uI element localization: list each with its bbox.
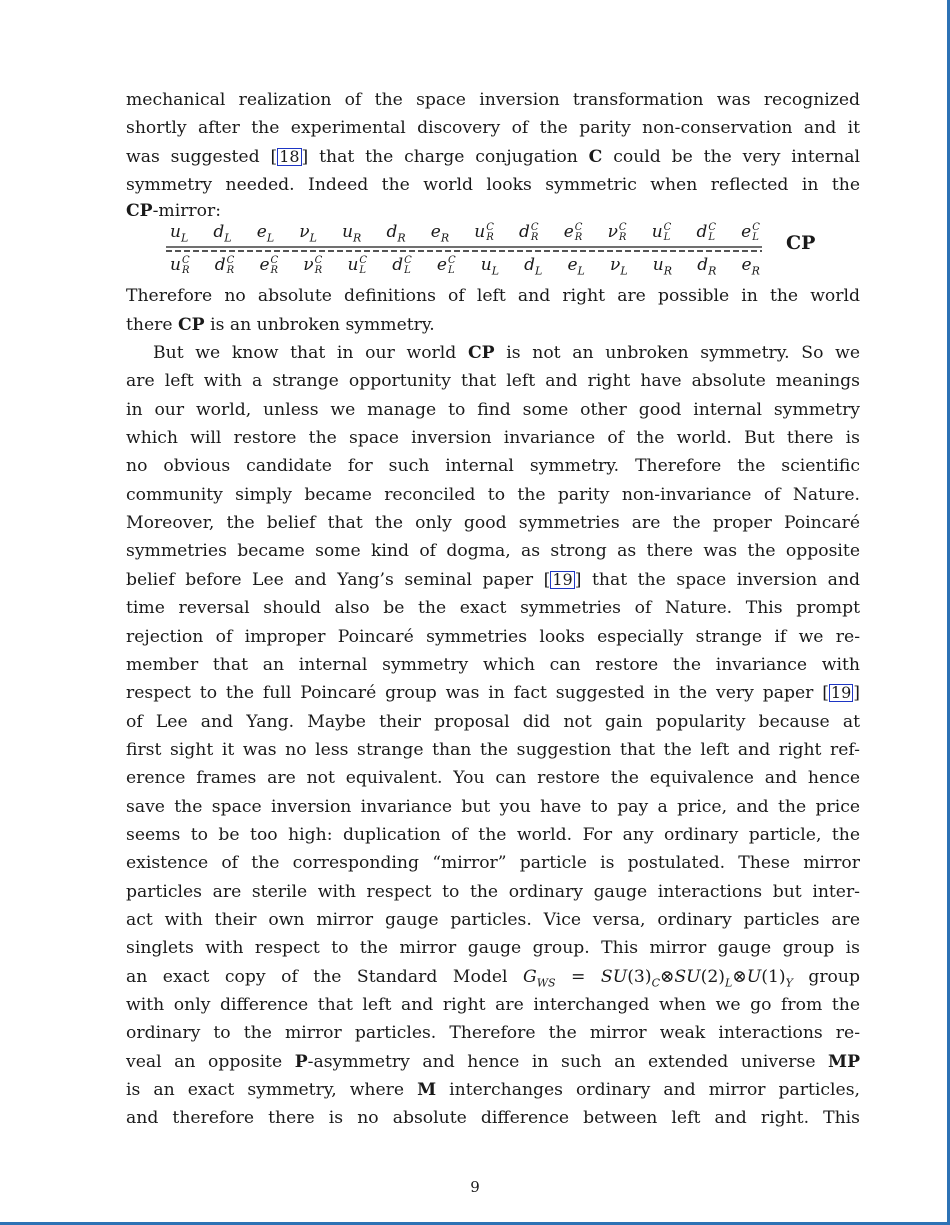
particle-symbol: $e_R$ bbox=[741, 255, 760, 278]
text-line: veal an opposite P-asymmetry and hence in such an extended universe MP bbox=[126, 1051, 860, 1072]
particle-symbol: $\nu_L$ bbox=[299, 222, 317, 245]
text-line: existence of the corresponding “mirror” particle is postulated. These mirror bbox=[126, 853, 860, 874]
text-line: CP-mirror: bbox=[126, 201, 221, 222]
particle-symbol: d C L bbox=[392, 254, 412, 276]
text-line: was suggested [ 18 ] that the charge conjugation C could be the very internal bbox=[126, 146, 860, 167]
particle-symbol: $d_L$ bbox=[524, 255, 543, 278]
text-line: and therefore there is no absolute difference between left and right. This bbox=[126, 1108, 860, 1129]
text-line: shortly after the experimental discovery of the parity non-conservation and it bbox=[126, 118, 860, 139]
text-line: there CP is an unbroken symmetry. bbox=[126, 314, 435, 335]
text-line: member that an internal symmetry which can restore the invariance with bbox=[126, 654, 860, 675]
text-line: community simply became reconciled to the parity non-invariance of Nature. bbox=[126, 484, 860, 505]
text-line: mechanical realization of the space inversion transformation was recognized bbox=[126, 90, 860, 110]
particle-symbol: $e_L$ bbox=[567, 255, 585, 278]
text-line: which will restore the space inversion invariance of the world. But there is bbox=[126, 428, 860, 449]
text-line: an exact copy of the Standard Model $G_{WS}$ = $SU(3)_C\otimes SU(2)_L\otimes U(1)_Y$ group bbox=[126, 966, 860, 990]
diagram-label: CP bbox=[786, 232, 816, 255]
particle-symbol: $\nu_L$ bbox=[610, 255, 628, 278]
particle-symbol: d C R bbox=[214, 254, 235, 276]
text-line: belief before Lee and Yang’s seminal paper [ 19 ] that the space inversion and bbox=[126, 569, 860, 590]
text-line: Therefore no absolute definitions of left and right are possible in the world bbox=[126, 286, 860, 307]
particle-symbol: $u_L$ bbox=[170, 222, 189, 245]
particle-symbol: $d_R$ bbox=[697, 255, 717, 278]
particle-symbol: $u_R$ bbox=[342, 222, 362, 245]
text-line: save the space inversion invariance but you have to pay a price, and the price bbox=[126, 796, 860, 817]
particle-symbol: e C L bbox=[436, 254, 456, 276]
particle-symbol: $e_R$ bbox=[430, 222, 450, 245]
citation-link[interactable]: 19 bbox=[830, 683, 852, 703]
particle-symbol: $d_L$ bbox=[213, 222, 232, 245]
citation-link[interactable]: 19 bbox=[552, 569, 573, 589]
particle-symbol: $u_L$ bbox=[480, 255, 499, 278]
particle-symbol: $e_L$ bbox=[256, 222, 275, 245]
particle-symbol: e C R bbox=[563, 221, 583, 243]
text-line: erence frames are not equivalent. You can restore the equivalence and hence bbox=[126, 768, 860, 789]
text-line: is an exact symmetry, where M interchanges ordinary and mirror particles, bbox=[126, 1080, 860, 1100]
text-line: symmetries became some kind of dogma, as strong as there was the opposite bbox=[126, 541, 860, 562]
text-line: respect to the full Poincaré group was in fact suggested in the very paper [ 19 ] bbox=[126, 683, 860, 704]
mirror-line bbox=[166, 246, 762, 254]
text-line: rejection of improper Poincaré symmetries looks especially strange if we re- bbox=[126, 626, 860, 647]
particle-symbol: u C R bbox=[474, 221, 494, 243]
cp-mirror-diagram bbox=[126, 222, 860, 280]
particle-symbol: $d_R$ bbox=[386, 222, 406, 245]
text-line: ordinary to the mirror particles. Therefore the mirror weak interactions re- bbox=[126, 1023, 860, 1044]
particle-symbol: e C L bbox=[741, 221, 760, 243]
particle-symbol: ν C R bbox=[607, 221, 627, 243]
particle-symbol: ν C R bbox=[303, 254, 323, 276]
particle-symbol: u C L bbox=[347, 254, 368, 276]
text-line: particles are sterile with respect to the ordinary gauge interactions but inter- bbox=[126, 881, 860, 902]
diagram-bottom-row bbox=[170, 255, 760, 277]
text-line: of Lee and Yang. Maybe their proposal did not gain popularity because at bbox=[126, 711, 860, 732]
particle-symbol: u C L bbox=[651, 221, 672, 243]
particle-symbol: d C L bbox=[696, 221, 717, 243]
text-line: symmetry needed. Indeed the world looks symmetric when reflected in the bbox=[126, 175, 860, 196]
particle-symbol: e C R bbox=[259, 254, 279, 276]
text-line: But we know that in our world CP is not an unbroken symmetry. So we bbox=[153, 343, 860, 364]
text-line: no obvious candidate for such internal symmetry. Therefore the scientific bbox=[126, 456, 860, 477]
text-line: time reversal should also be the exact symmetries of Nature. This prompt bbox=[126, 598, 860, 619]
text-line: with only difference that left and right are interchanged when we go from the bbox=[126, 994, 860, 1015]
particle-symbol: $u_R$ bbox=[652, 255, 673, 278]
diagram-top-row bbox=[170, 222, 760, 244]
citation-link[interactable]: 18 bbox=[279, 146, 300, 166]
page-number: 9 bbox=[470, 1178, 480, 1196]
text-line: first sight it was no less strange than the suggestion that the left and right ref- bbox=[126, 739, 860, 760]
page-body bbox=[126, 86, 860, 1133]
text-line: are left with a strange opportunity that left and right have absolute meanings bbox=[126, 371, 860, 392]
text-line: act with their own mirror gauge particles. Vice versa, ordinary particles are bbox=[126, 909, 860, 930]
particle-symbol: u C R bbox=[170, 254, 190, 276]
text-line: Moreover, the belief that the only good symmetries are the proper Poincaré bbox=[126, 513, 860, 534]
particle-symbol: d C R bbox=[519, 221, 539, 243]
text-line: singlets with respect to the mirror gauge group. This mirror gauge group is bbox=[126, 938, 860, 959]
text-line: in our world, unless we manage to find some other good internal symmetry bbox=[126, 399, 860, 420]
text-line: seems to be too high: duplication of the world. For any ordinary particle, the bbox=[126, 824, 860, 845]
gauge-group-formula: $G_{WS}$ = $SU(3)_C\otimes SU(2)_L\otimes U(1)_Y$ bbox=[522, 966, 793, 990]
